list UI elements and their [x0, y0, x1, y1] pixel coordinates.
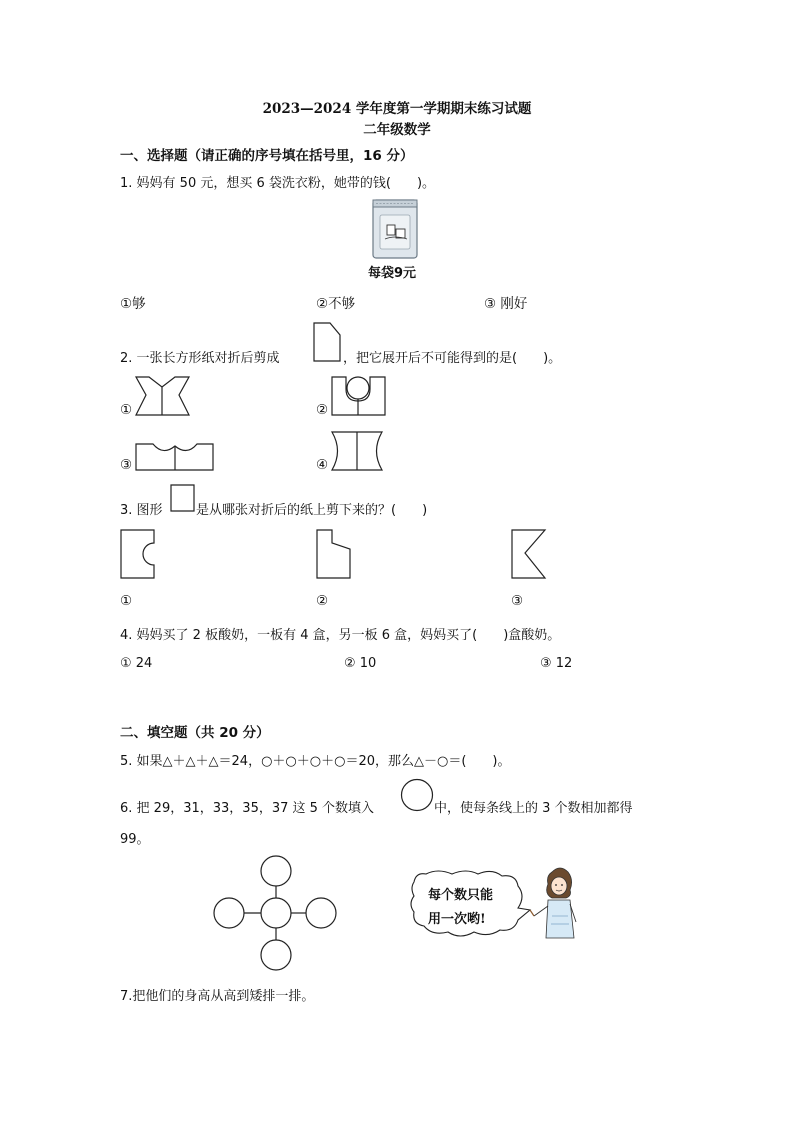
section-2-heading: 二、填空题（共 20 分）	[120, 725, 270, 741]
speech-bubble-line-1: 每个数只能	[428, 888, 494, 903]
question-4-text: 4. 妈妈买了 2 板酸奶，一板有 4 盒，另一板 6 盒，妈妈买了( )盒酸奶。	[120, 628, 561, 643]
q4-option-2: ② 10	[344, 656, 377, 671]
question-5-text: 5. 如果△＋△＋△＝24，○＋○＋○＋○＝20，那么△－○＝( )。	[120, 754, 511, 769]
q2-shape-4	[331, 430, 383, 472]
q2-shape-3	[135, 438, 215, 472]
q2-label-4: ④	[316, 457, 329, 473]
q2-label-2: ②	[316, 402, 329, 418]
target-shape-square	[170, 484, 196, 512]
detergent-bag-image	[372, 199, 418, 259]
q3-label-1: ①	[120, 593, 133, 609]
q4-option-1: ① 24	[120, 656, 153, 671]
q3-label-2: ②	[316, 593, 329, 609]
question-3-text-part2: 是从哪张对折后的纸上剪下来的？( )	[196, 503, 428, 518]
q3-shape-2	[316, 529, 352, 579]
q2-shape-1	[135, 375, 191, 417]
teacher-girl-illustration	[530, 866, 580, 940]
question-6-text-part2: 中，使每条线上的 3 个数相加都得	[434, 801, 633, 816]
blank-circle-icon	[400, 778, 434, 812]
folded-cut-shape	[313, 321, 343, 363]
question-7-text: 7.把他们的身高从高到矮排一排。	[120, 989, 315, 1004]
circle-top	[261, 856, 291, 886]
q1-option-3: ③ 刚好	[484, 296, 528, 312]
q4-option-3: ③ 12	[540, 656, 573, 671]
cross-circle-diagram	[210, 853, 340, 973]
q2-label-3: ③	[120, 457, 133, 473]
page-title: 2023—2024 学年度第一学期期末练习试题	[262, 101, 532, 117]
price-caption: 每袋9元	[368, 266, 417, 281]
q3-shape-3	[511, 529, 547, 579]
q1-option-1: ①够	[120, 296, 146, 312]
question-3-text-part1: 3. 图形	[120, 503, 163, 518]
question-1-text: 1. 妈妈有 50 元，想买 6 袋洗衣粉，她带的钱( )。	[120, 176, 436, 191]
q1-option-2: ②不够	[316, 296, 356, 312]
speech-bubble-line-2: 用一次哟!	[428, 912, 486, 927]
q2-shape-2	[331, 375, 387, 417]
question-2-text-part2: ，把它展开后不可能得到的是( )。	[343, 351, 562, 366]
circle-right	[306, 898, 336, 928]
q3-label-3: ③	[511, 593, 524, 609]
question-6-text-part1: 6. 把 29，31，33，35，37 这 5 个数填入	[120, 801, 375, 816]
circle-center	[261, 898, 291, 928]
circle-bottom	[261, 940, 291, 970]
circle-left	[214, 898, 244, 928]
q2-label-1: ①	[120, 402, 133, 418]
page-subtitle: 二年级数学	[363, 122, 431, 138]
section-1-heading: 一、选择题（请正确的序号填在括号里，16 分）	[120, 148, 414, 164]
speech-bubble	[408, 870, 534, 942]
question-2-text-part1: 2. 一张长方形纸对折后剪成	[120, 351, 280, 366]
q3-shape-1	[120, 529, 156, 579]
question-6-text-part3: 99。	[120, 832, 150, 847]
